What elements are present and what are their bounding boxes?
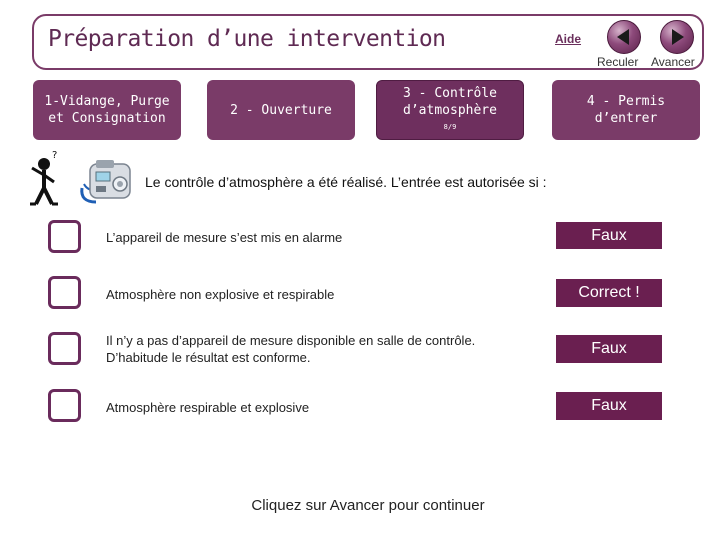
step-tab-1[interactable]	[33, 80, 181, 140]
answer-1-result: Faux	[556, 222, 662, 249]
answer-2-text: Atmosphère non explosive et respirable	[106, 287, 335, 302]
svg-text:?: ?	[52, 150, 58, 161]
answer-3-checkbox[interactable]	[48, 332, 81, 365]
step-tab-2[interactable]	[207, 80, 355, 140]
step-tab-4[interactable]	[552, 80, 700, 140]
answer-4-result: Faux	[556, 392, 662, 420]
page-title: Préparation d’une intervention	[48, 26, 446, 52]
thinking-stick-figure-icon	[24, 148, 72, 208]
instruction-text: Le contrôle d’atmosphère a été réalisé. L’entrée est autorisée si :	[145, 174, 547, 190]
step-tab-3-label: 3 - Contrôle d’atmosphère	[403, 85, 497, 118]
answer-3-result: Faux	[556, 335, 662, 363]
step-tab-2-label: 2 - Ouverture	[230, 102, 332, 118]
continue-instruction: Cliquez sur Avancer pour continuer	[251, 497, 485, 514]
back-arrow-icon	[608, 21, 640, 53]
help-link[interactable]: Aide	[555, 32, 582, 46]
step-tab-4-label: 4 - Permis d’entrer	[586, 94, 666, 126]
forward-button[interactable]	[660, 20, 694, 54]
answer-2-checkbox[interactable]	[48, 276, 81, 309]
page-indicator: 8/9	[443, 122, 457, 131]
step-tab-1-label: 1-Vidange, Purge et Consignation	[44, 94, 170, 126]
answer-1-text: L’appareil de mesure s’est mis en alarme	[106, 230, 343, 245]
back-label: Reculer	[597, 55, 639, 69]
forward-arrow-icon	[661, 21, 693, 53]
gas-detector-icon	[78, 158, 136, 204]
answer-3-text: Il n’y a pas d’appareil de mesure disponible en salle de contrôle. D’habitude le résultat est conforme.	[106, 333, 476, 365]
step-tab-3[interactable]	[376, 80, 524, 140]
answer-2-result: Correct !	[556, 279, 662, 307]
answer-1-checkbox[interactable]	[48, 220, 81, 253]
answer-4-text: Atmosphère respirable et explosive	[106, 400, 310, 415]
back-button[interactable]	[607, 20, 641, 54]
forward-label: Avancer	[651, 55, 695, 69]
answer-4-checkbox[interactable]	[48, 389, 81, 422]
